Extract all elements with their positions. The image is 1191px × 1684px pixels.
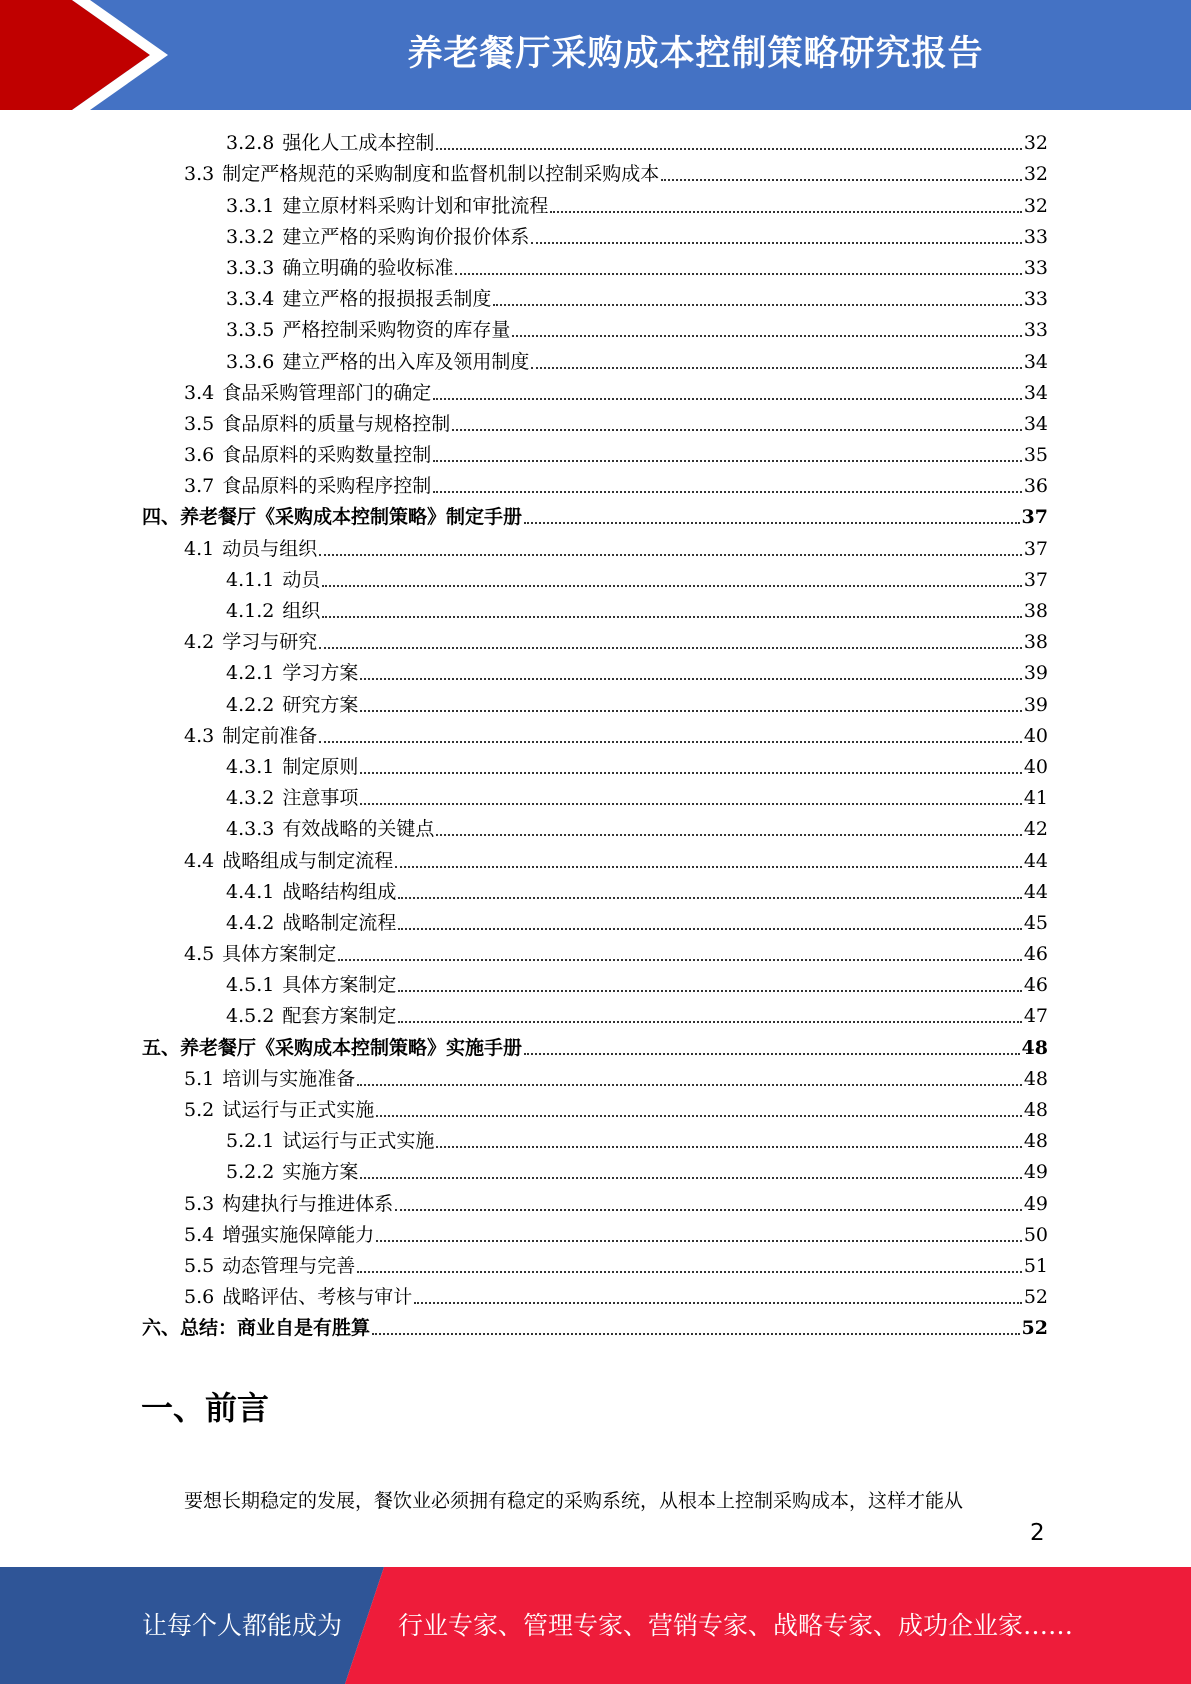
section-heading: 一、前言 bbox=[141, 1389, 270, 1427]
toc-entry-number: 4.2.1 bbox=[226, 662, 275, 685]
toc-entry-label: 食品原料的质量与规格控制 bbox=[222, 412, 451, 435]
toc-entry-page: 37 bbox=[1023, 568, 1048, 591]
toc-entry-page: 49 bbox=[1023, 1192, 1048, 1215]
toc-entry-label: 配套方案制定 bbox=[282, 1005, 397, 1028]
toc-entry[interactable] bbox=[0, 345, 1191, 376]
toc-entry-page: 46 bbox=[1023, 943, 1048, 966]
toc-entry-label: 严格控制采购物资的库存量 bbox=[282, 319, 511, 342]
toc-entry-label: 构建执行与推进体系 bbox=[222, 1192, 394, 1215]
toc-dot-leader bbox=[398, 928, 1021, 930]
toc-entry-label: 实施方案 bbox=[282, 1161, 359, 1184]
toc-entry[interactable] bbox=[0, 408, 1191, 439]
toc-entry[interactable] bbox=[0, 501, 1191, 532]
toc-dot-leader bbox=[436, 834, 1021, 836]
toc-entry-number: 5.2.2 bbox=[226, 1161, 275, 1184]
toc-entry[interactable] bbox=[0, 470, 1191, 501]
toc-dot-leader bbox=[319, 741, 1022, 743]
toc-entry-label: 建立原材料采购计划和审批流程 bbox=[282, 194, 549, 217]
toc-entry-page: 33 bbox=[1023, 225, 1048, 248]
toc-entry-page: 44 bbox=[1023, 880, 1048, 903]
toc-dot-leader bbox=[436, 1146, 1021, 1148]
toc-entry-page: 52 bbox=[1021, 1317, 1048, 1340]
toc-entry-number: 4.3.1 bbox=[226, 755, 275, 778]
toc-dot-leader bbox=[360, 1177, 1021, 1179]
toc-entry[interactable] bbox=[0, 1094, 1191, 1125]
toc-entry-page: 33 bbox=[1023, 319, 1048, 342]
toc-entry-label: 动员 bbox=[282, 568, 321, 591]
toc-entry-number: 4.2.2 bbox=[226, 693, 275, 716]
toc-dot-leader bbox=[395, 1209, 1022, 1211]
toc-dot-leader bbox=[398, 990, 1021, 992]
toc-entry-page: 40 bbox=[1023, 724, 1048, 747]
toc-dot-leader bbox=[360, 772, 1021, 774]
footer-slogan-left: 让每个人都能成为 bbox=[142, 1611, 343, 1640]
toc-entry-page: 44 bbox=[1023, 849, 1048, 872]
toc-entry[interactable] bbox=[0, 283, 1191, 314]
toc-dot-leader bbox=[372, 1333, 1020, 1335]
toc-entry-page: 47 bbox=[1023, 1005, 1048, 1028]
toc-entry-number: 3.3.5 bbox=[226, 319, 275, 342]
toc-entry[interactable] bbox=[0, 1156, 1191, 1187]
toc-entry[interactable] bbox=[0, 813, 1191, 844]
toc-entry[interactable] bbox=[0, 844, 1191, 875]
toc-entry[interactable] bbox=[0, 907, 1191, 938]
toc-entry-number: 4.3.3 bbox=[226, 818, 275, 841]
toc-dot-leader bbox=[524, 1053, 1020, 1055]
toc-dot-leader bbox=[433, 491, 1022, 493]
toc-entry-number: 3.6 bbox=[184, 444, 215, 467]
toc-entry-page: 41 bbox=[1023, 787, 1048, 810]
toc-entry-label: 动态管理与完善 bbox=[222, 1254, 356, 1277]
toc-entry-number: 4.1.1 bbox=[226, 568, 275, 591]
toc-entry-number: 3.3.1 bbox=[226, 194, 275, 217]
toc-entry-number: 5.4 bbox=[184, 1223, 215, 1246]
toc-entry-number: 4.4.1 bbox=[226, 880, 275, 903]
toc-entry-page: 33 bbox=[1023, 256, 1048, 279]
toc-dot-leader bbox=[376, 1115, 1022, 1117]
toc-entry[interactable] bbox=[0, 595, 1191, 626]
toc-entry[interactable] bbox=[0, 1187, 1191, 1218]
toc-dot-leader bbox=[531, 367, 1021, 369]
toc-entry-label: 培训与实施准备 bbox=[222, 1067, 356, 1090]
document-title: 养老餐厅采购成本控制策略研究报告 bbox=[407, 34, 984, 74]
toc-entry-number: 3.3 bbox=[184, 163, 215, 186]
toc-entry-label: 总结：商业自是有胜算 bbox=[180, 1317, 371, 1340]
toc-entry-page: 32 bbox=[1023, 132, 1048, 155]
toc-entry-page: 48 bbox=[1023, 1099, 1048, 1121]
toc-entry-number: 四、 bbox=[142, 506, 181, 529]
toc-entry-number: 3.2.8 bbox=[226, 132, 275, 155]
toc-dot-leader bbox=[493, 304, 1021, 306]
toc-entry-label: 建立严格的采购询价报价体系 bbox=[282, 225, 530, 248]
toc-entry-page: 39 bbox=[1023, 662, 1048, 685]
toc-entry-page: 32 bbox=[1023, 194, 1048, 217]
toc-entry[interactable] bbox=[0, 1281, 1191, 1312]
toc-entry-page: 32 bbox=[1023, 163, 1048, 186]
toc-entry[interactable] bbox=[0, 439, 1191, 470]
toc-entry-page: 39 bbox=[1023, 693, 1048, 716]
toc-entry-label: 战略组成与制定流程 bbox=[222, 849, 394, 872]
toc-entry-label: 养老餐厅《采购成本控制策略》实施手册 bbox=[180, 1036, 523, 1059]
toc-entry-label: 制定严格规范的采购制度和监督机制以控制采购成本 bbox=[222, 163, 660, 186]
toc-dot-leader bbox=[550, 211, 1021, 213]
toc-entry-label: 制定前准备 bbox=[222, 724, 318, 747]
toc-entry-label: 学习方案 bbox=[282, 662, 359, 685]
toc-entry-page: 33 bbox=[1023, 288, 1048, 311]
toc-entry-page: 48 bbox=[1021, 1036, 1048, 1059]
toc-dot-leader bbox=[455, 273, 1021, 275]
toc-entry[interactable] bbox=[0, 564, 1191, 595]
toc-entry-page: 37 bbox=[1023, 537, 1048, 560]
toc-entry[interactable] bbox=[0, 626, 1191, 657]
toc-entry-page: 48 bbox=[1023, 1067, 1048, 1090]
toc-entry-number: 5.6 bbox=[184, 1286, 215, 1309]
page-header bbox=[0, 0, 1191, 110]
toc-dot-leader bbox=[433, 398, 1022, 400]
toc-entry-label: 具体方案制定 bbox=[222, 943, 337, 966]
toc-entry-number: 4.4.2 bbox=[226, 911, 275, 934]
toc-entry-number: 4.1 bbox=[184, 537, 215, 560]
toc-entry[interactable] bbox=[0, 938, 1191, 969]
footer-slogan-right: 行业专家、管理专家、营销专家、战略专家、成功企业家…… bbox=[398, 1611, 1074, 1640]
toc-entry-number: 5.1 bbox=[184, 1067, 215, 1090]
toc-entry-page: 34 bbox=[1023, 381, 1048, 404]
toc-entry-number: 4.1.2 bbox=[226, 600, 275, 622]
toc-entry-label: 战略评估、考核与审计 bbox=[222, 1286, 413, 1309]
toc-entry-number: 4.3 bbox=[184, 724, 215, 747]
toc-entry-number: 4.5.2 bbox=[226, 1005, 275, 1028]
toc-entry-label: 建立严格的出入库及领用制度 bbox=[282, 350, 530, 373]
toc-entry[interactable] bbox=[0, 1312, 1191, 1343]
toc-entry-number: 3.4 bbox=[184, 381, 215, 404]
toc-entry[interactable] bbox=[0, 657, 1191, 688]
toc-dot-leader bbox=[433, 460, 1022, 462]
toc-entry[interactable] bbox=[0, 532, 1191, 563]
toc-entry-label: 动员与组织 bbox=[222, 537, 318, 560]
toc-entry[interactable] bbox=[0, 1250, 1191, 1281]
toc-entry-number: 5.5 bbox=[184, 1254, 215, 1277]
toc-entry-page: 37 bbox=[1021, 506, 1048, 529]
toc-entry-number: 4.4 bbox=[184, 849, 215, 872]
toc-entry-number: 3.3.4 bbox=[226, 288, 275, 311]
toc-entry-number: 3.3.2 bbox=[226, 225, 275, 248]
toc-entry-label: 战略制定流程 bbox=[282, 911, 397, 934]
toc-dot-leader bbox=[338, 959, 1022, 961]
toc-entry[interactable] bbox=[0, 221, 1191, 252]
toc-dot-leader bbox=[319, 554, 1022, 556]
toc-entry[interactable] bbox=[0, 158, 1191, 189]
table-of-contents bbox=[0, 127, 1191, 1343]
toc-entry[interactable] bbox=[0, 751, 1191, 782]
toc-dot-leader bbox=[395, 866, 1022, 868]
toc-dot-leader bbox=[360, 803, 1021, 805]
toc-entry-page: 48 bbox=[1023, 1130, 1048, 1153]
toc-entry[interactable] bbox=[0, 688, 1191, 719]
toc-dot-leader bbox=[661, 179, 1022, 181]
toc-entry-label: 食品原料的采购程序控制 bbox=[222, 475, 432, 498]
toc-dot-leader bbox=[357, 1271, 1022, 1273]
toc-entry-page: 52 bbox=[1023, 1286, 1048, 1309]
toc-entry-page: 45 bbox=[1023, 911, 1048, 934]
toc-entry-label: 注意事项 bbox=[282, 787, 359, 810]
toc-entry-label: 研究方案 bbox=[282, 693, 359, 716]
toc-entry-number: 5.3 bbox=[184, 1192, 215, 1215]
page-number: 2 bbox=[1030, 1520, 1045, 1546]
toc-entry-page: 38 bbox=[1023, 600, 1048, 622]
toc-entry-page: 50 bbox=[1023, 1223, 1048, 1246]
toc-dot-leader bbox=[398, 1021, 1021, 1023]
toc-entry-page: 35 bbox=[1023, 444, 1048, 467]
toc-entry-label: 食品采购管理部门的确定 bbox=[222, 381, 432, 404]
toc-entry-label: 组织 bbox=[282, 600, 321, 622]
page-footer bbox=[0, 1567, 1191, 1684]
toc-entry[interactable] bbox=[0, 1219, 1191, 1250]
toc-entry[interactable] bbox=[0, 252, 1191, 283]
toc-dot-leader bbox=[398, 897, 1021, 899]
toc-dot-leader bbox=[322, 616, 1021, 618]
toc-entry-page: 40 bbox=[1023, 755, 1048, 778]
toc-entry-label: 制定原则 bbox=[282, 755, 359, 778]
toc-dot-leader bbox=[512, 335, 1021, 337]
toc-entry[interactable] bbox=[0, 189, 1191, 220]
toc-dot-leader bbox=[452, 429, 1022, 431]
toc-entry[interactable] bbox=[0, 1000, 1191, 1031]
toc-entry-label: 建立严格的报损报丢制度 bbox=[282, 288, 492, 311]
toc-entry-number: 五、 bbox=[142, 1036, 181, 1059]
toc-entry-label: 具体方案制定 bbox=[282, 974, 397, 997]
toc-entry[interactable] bbox=[0, 377, 1191, 408]
toc-entry-number: 3.3.6 bbox=[226, 350, 275, 373]
toc-entry-number: 3.3.3 bbox=[226, 256, 275, 279]
toc-entry-number: 4.5.1 bbox=[226, 974, 275, 997]
toc-entry-number: 4.2 bbox=[184, 631, 215, 654]
toc-entry-page: 36 bbox=[1023, 475, 1048, 498]
toc-entry-page: 49 bbox=[1023, 1161, 1048, 1184]
toc-dot-leader bbox=[360, 710, 1021, 712]
toc-entry-label: 强化人工成本控制 bbox=[282, 132, 435, 155]
toc-dot-leader bbox=[436, 148, 1021, 150]
toc-entry-label: 养老餐厅《采购成本控制策略》制定手册 bbox=[180, 506, 523, 529]
toc-dot-leader bbox=[322, 585, 1021, 587]
toc-entry[interactable] bbox=[0, 1063, 1191, 1094]
toc-dot-leader bbox=[414, 1302, 1022, 1304]
toc-dot-leader bbox=[357, 1084, 1022, 1086]
toc-entry[interactable] bbox=[0, 1031, 1191, 1062]
toc-entry[interactable] bbox=[0, 720, 1191, 751]
toc-dot-leader bbox=[524, 522, 1020, 524]
toc-entry-number: 3.5 bbox=[184, 412, 215, 435]
toc-entry-number: 5.2 bbox=[184, 1099, 215, 1121]
toc-entry-label: 食品原料的采购数量控制 bbox=[222, 444, 432, 467]
toc-entry-page: 34 bbox=[1023, 350, 1048, 373]
toc-dot-leader bbox=[531, 242, 1021, 244]
toc-entry-number: 3.7 bbox=[184, 475, 215, 498]
toc-entry[interactable] bbox=[0, 876, 1191, 907]
toc-entry[interactable] bbox=[0, 1125, 1191, 1156]
toc-entry-number: 4.3.2 bbox=[226, 787, 275, 810]
toc-entry-page: 34 bbox=[1023, 412, 1048, 435]
body-paragraph: 要想长期稳定的发展，餐饮业必须拥有稳定的采购系统，从根本上控制采购成本，这样才能从 bbox=[184, 1490, 964, 1512]
toc-entry-label: 有效战略的关键点 bbox=[282, 818, 435, 841]
toc-entry-label: 试运行与正式实施 bbox=[282, 1130, 435, 1153]
toc-entry-number: 4.5 bbox=[184, 943, 215, 966]
toc-entry[interactable] bbox=[0, 969, 1191, 1000]
toc-entry-page: 51 bbox=[1023, 1254, 1048, 1277]
toc-entry-label: 战略结构组成 bbox=[282, 880, 397, 903]
toc-dot-leader bbox=[360, 678, 1021, 680]
toc-entry-number: 5.2.1 bbox=[226, 1130, 275, 1153]
toc-dot-leader bbox=[319, 647, 1022, 649]
toc-entry-label: 试运行与正式实施 bbox=[222, 1099, 375, 1121]
toc-entry[interactable] bbox=[0, 127, 1191, 158]
toc-entry-label: 学习与研究 bbox=[222, 631, 318, 654]
toc-entry[interactable] bbox=[0, 314, 1191, 345]
toc-entry-label: 确立明确的验收标准 bbox=[282, 256, 454, 279]
toc-entry-label: 增强实施保障能力 bbox=[222, 1223, 375, 1246]
toc-entry[interactable] bbox=[0, 782, 1191, 813]
toc-entry-page: 42 bbox=[1023, 818, 1048, 841]
toc-entry-page: 38 bbox=[1023, 631, 1048, 654]
toc-entry-page: 46 bbox=[1023, 974, 1048, 997]
toc-dot-leader bbox=[376, 1240, 1022, 1242]
toc-entry-number: 六、 bbox=[142, 1317, 181, 1340]
